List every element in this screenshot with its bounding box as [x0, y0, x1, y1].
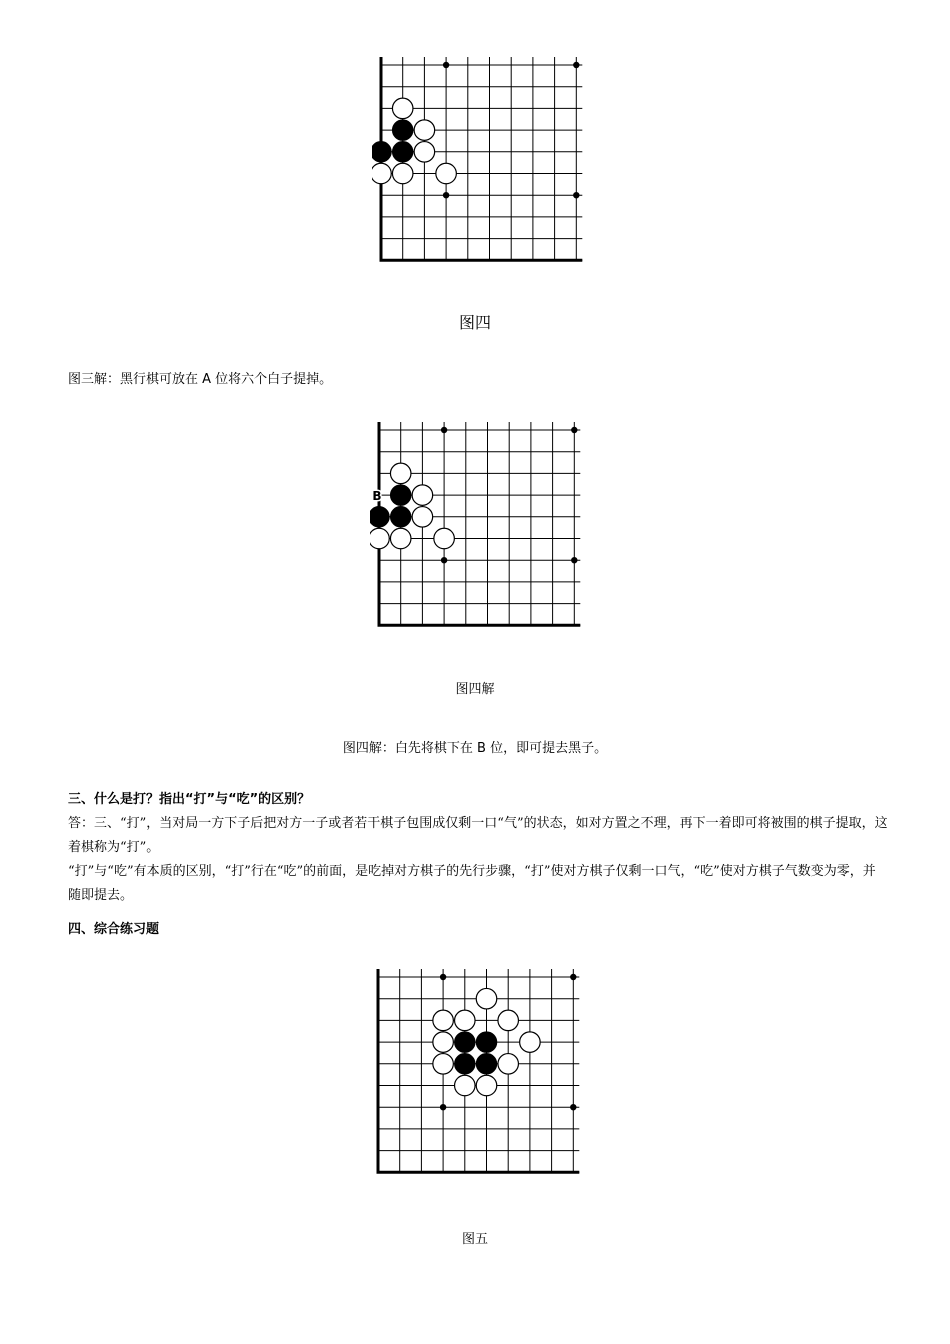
section-4-heading: 四、综合练习题	[68, 922, 160, 937]
white-stone	[412, 507, 433, 528]
point-label: B	[372, 489, 382, 504]
star-point	[441, 427, 447, 433]
star-point	[573, 192, 579, 198]
white-stone	[433, 1010, 454, 1031]
white-stone	[390, 528, 411, 549]
white-stone	[436, 163, 457, 184]
star-point	[571, 557, 577, 563]
white-stone	[476, 1075, 497, 1096]
black-stone	[390, 507, 411, 528]
star-point	[440, 1104, 446, 1110]
star-point	[441, 557, 447, 563]
go-board-figure-5	[369, 967, 591, 1181]
star-point	[570, 1104, 576, 1110]
go-board-figure-4	[372, 55, 592, 267]
white-stone	[520, 1032, 541, 1053]
white-stone	[433, 1032, 454, 1053]
white-stone	[392, 163, 413, 184]
black-stone	[392, 120, 413, 141]
star-point	[571, 427, 577, 433]
figure-4-solution-text: 图四解：白先将棋下在 B 位，即可提去黑子。	[342, 741, 608, 756]
white-stone	[372, 163, 391, 184]
figure-4-solution-caption: 图四解	[455, 682, 495, 697]
white-stone	[498, 1054, 519, 1075]
star-point	[443, 192, 449, 198]
white-stone	[433, 1054, 454, 1075]
black-stone	[476, 1032, 497, 1053]
white-stone	[370, 528, 389, 549]
star-point	[573, 62, 579, 68]
section-3-heading: 三、什么是打？指出“打”与“吃”的区别？	[68, 792, 311, 807]
white-stone	[498, 1010, 519, 1031]
black-stone	[372, 142, 391, 163]
star-point	[570, 974, 576, 980]
black-stone	[476, 1054, 497, 1075]
black-stone	[370, 507, 389, 528]
white-stone	[434, 528, 455, 549]
white-stone	[390, 463, 411, 484]
go-board-figure-4-solution	[370, 420, 590, 632]
white-stone	[476, 988, 497, 1009]
figure-4-caption: 图四	[458, 313, 491, 332]
white-stone	[455, 1075, 476, 1096]
black-stone	[455, 1032, 476, 1053]
black-stone	[392, 142, 413, 163]
figure-5-caption: 图五	[461, 1232, 488, 1247]
white-stone	[414, 142, 435, 163]
white-stone	[412, 485, 433, 506]
black-stone	[455, 1054, 476, 1075]
star-point	[440, 974, 446, 980]
white-stone	[392, 98, 413, 119]
white-stone	[455, 1010, 476, 1031]
section-3-answer-paragraph-1: 答：三、“打”，当对局一方下子后把对方一子或者若干棋子包围成仅剩一口“气”的状态，如对方置之不理，再下一着即可将被围的棋子提取，这着棋称为“打”。	[68, 816, 888, 855]
section-3-answer-paragraph-2: “打”与“吃”有本质的区别，“打”行在“吃”的前面，是吃掉对方棋子的先行步骤，“打”使对方棋子仅剩一口气，“吃”使对方棋子气数变为零，并随即提去。	[68, 864, 876, 903]
black-stone	[390, 485, 411, 506]
star-point	[443, 62, 449, 68]
white-stone	[414, 120, 435, 141]
figure-3-solution-text: 图三解：黑行棋可放在 A 位将六个白子提掉。	[68, 372, 333, 387]
